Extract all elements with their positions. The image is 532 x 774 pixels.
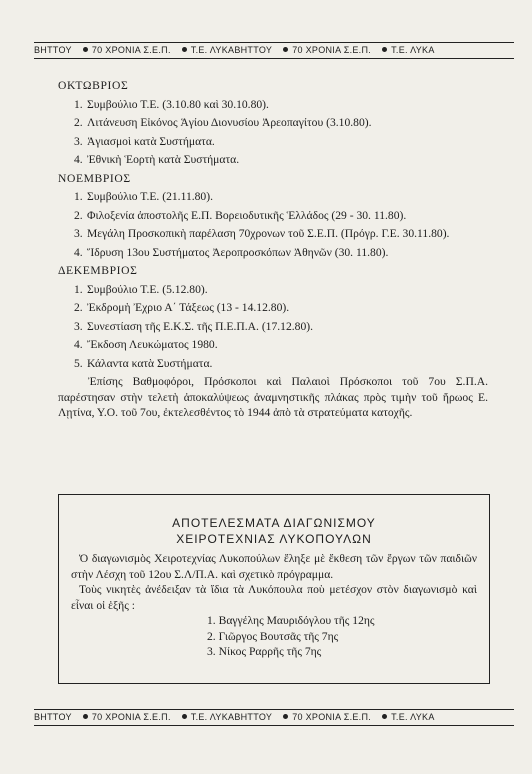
bullet-icon <box>283 47 288 52</box>
winner-entry: 1. Βαγγέλης Μαυριδόγλου τῆς 12ης <box>207 614 375 627</box>
band-text: ΒΗΤΤΟΥ <box>34 712 72 722</box>
month-heading-november: ΝΟΕΜΒΡΙΟΣ <box>58 171 131 185</box>
list-item <box>58 208 488 224</box>
item-text: Ἐθνικὴ Ἑορτὴ κατὰ Συστήματα. <box>87 153 240 166</box>
box-paragraph: Τοὺς νικητὲς ἀνέδειξαν τὰ ἴδια τὰ Λυκόπουλα ποὺ μετέσχον στὸν διαγωνισμὸ καὶ εἶναι οἱ ἑξῆς : <box>71 583 477 612</box>
bullet-icon <box>182 47 187 52</box>
item-number: 4. <box>74 153 83 166</box>
list-item <box>58 134 488 150</box>
band-text: 70 ΧΡΟΝΙΑ Σ.Ε.Π. <box>292 712 372 722</box>
list-item <box>58 356 488 372</box>
item-text: Συμβούλιο Τ.Ε. (3.10.80 καὶ 30.10.80). <box>87 97 269 111</box>
item-text: Ἁγιασμοὶ κατὰ Συστήματα. <box>87 134 215 148</box>
item-number: 2. <box>74 208 83 222</box>
item-number: 2. <box>74 116 83 129</box>
bullet-icon <box>83 714 88 719</box>
list-item <box>58 337 488 353</box>
item-number: 2. <box>74 301 83 314</box>
item-number: 1. <box>74 97 83 111</box>
band-text: Τ.Ε. ΛΥΚΑ <box>391 712 435 722</box>
month-heading-december: ΔΕΚΕΜΒΡΙΟΣ <box>58 264 138 277</box>
item-number: 5. <box>74 356 83 370</box>
item-text: Λιτάνευση Εἰκόνος Ἁγίου Διονυσίου Ἀρεοπαγίτου (3.10.80). <box>87 116 372 129</box>
header-band <box>34 42 514 59</box>
bullet-icon <box>283 714 288 719</box>
list-item <box>58 319 488 335</box>
winner-entry: 3. Νίκος Ραρρῆς τῆς 7ης <box>207 645 322 658</box>
contest-results-box <box>58 494 490 684</box>
item-text: Φιλοξενία ἀποστολῆς Ε.Π. Βορειοδυτικῆς Ἑλλάδος (29 - 30. 11.80). <box>87 208 407 222</box>
band-text: 70 ΧΡΟΝΙΑ Σ.Ε.Π. <box>91 712 171 722</box>
band-text: Τ.Ε. ΛΥΚΑΒΗΤΤΟΥ <box>190 45 273 55</box>
box-paragraph: Ὁ διαγωνισμὸς Χειροτεχνίας Λυκοπούλων ἔληξε μὲ ἔκθεση τῶν ἔργων τῶν παιδιῶν στὴν Λέσχη τοῦ 12ου Σ.Λ/Π.Α. καὶ σχετικὸ πρόγραμμα. <box>71 552 477 581</box>
item-text: Συμβούλιο Τ.Ε. (21.11.80). <box>87 190 213 203</box>
list-item <box>58 97 488 113</box>
box-title <box>59 515 489 547</box>
list-item <box>58 152 488 168</box>
list-item <box>58 226 488 242</box>
item-text: Ἵδρυση 13ου Συστήματος Ἀεροπροσκόπων Ἀθηνῶν (30. 11.80). <box>87 245 389 259</box>
item-text: Κάλαντα κατὰ Συστήματα. <box>87 356 213 370</box>
winner-entry: 2. Γιῶργος Βουτσᾶς τῆς 7ης <box>207 629 339 643</box>
box-title-line: ΑΠΟΤΕΛΕΣΜΑΤΑ ΔΙΑΓΩΝΙΣΜΟΥ <box>172 516 376 530</box>
item-number: 3. <box>74 134 83 148</box>
item-text: Μεγάλη Προσκοπικὴ παρέλαση 70χρονων τοῦ Σ.Ε.Π. (Πρόγρ. Γ.Ε. 30.11.80). <box>87 227 450 240</box>
list-item <box>58 245 488 261</box>
band-text: 70 ΧΡΟΝΙΑ Σ.Ε.Π. <box>91 45 171 55</box>
memorial-paragraph: Ἐπίσης Βαθμοφόροι, Πρόσκοποι καὶ Παλαιοὶ Πρόσκοποι τοῦ 7ου Σ.Π.Α. παρέστησαν στὴν τελετὴ ἀποκαλύψεως ἀναμνηστικῆς πλάκας πρὸς τιμὴν τοῦ ἥρωος Ε. Λῃτίνα, Υ.Ο. τοῦ 7ου, ἐκτελεσθέντος τὸ 1944 ἀπὸ τὰ στρατεύματα κατοχῆς. <box>58 375 488 419</box>
item-text: Συμβούλιο Τ.Ε. (5.12.80). <box>87 282 208 296</box>
band-text: 70 ΧΡΟΝΙΑ Σ.Ε.Π. <box>292 45 372 55</box>
list-item <box>58 282 488 298</box>
item-number: 3. <box>74 227 83 240</box>
main-content <box>58 76 488 421</box>
bullet-icon <box>382 714 387 719</box>
item-text: Ἐκδρομὴ Ἐχριο Α΄ Τάξεως (13 - 14.12.80). <box>87 301 290 314</box>
item-text: Ἔκδοση Λευκώματος 1980. <box>87 338 218 351</box>
bullet-icon <box>83 47 88 52</box>
item-text: Συνεστίαση τῆς Ε.Κ.Σ. τῆς Π.Ε.Π.Α. (17.12.80). <box>87 319 314 333</box>
item-number: 4. <box>74 245 83 259</box>
list-item <box>58 189 488 205</box>
item-number: 3. <box>74 319 83 333</box>
band-text: ΒΗΤΤΟΥ <box>34 45 72 55</box>
item-number: 1. <box>74 282 83 296</box>
band-text: Τ.Ε. ΛΥΚΑ <box>391 45 435 55</box>
item-number: 1. <box>74 190 83 203</box>
band-text: Τ.Ε. ΛΥΚΑΒΗΤΤΟΥ <box>190 712 273 722</box>
footer-band <box>34 709 514 726</box>
bullet-icon <box>182 714 187 719</box>
list-item <box>58 300 488 316</box>
bullet-icon <box>382 47 387 52</box>
box-title-line: ΧΕΙΡΟΤΕΧΝΙΑΣ ΛΥΚΟΠΟΥΛΩΝ <box>176 532 372 546</box>
item-number: 4. <box>74 338 83 351</box>
month-heading-october: ΟΚΤΩΒΡΙΟΣ <box>58 79 129 92</box>
list-item <box>58 115 488 131</box>
box-body <box>59 547 489 660</box>
